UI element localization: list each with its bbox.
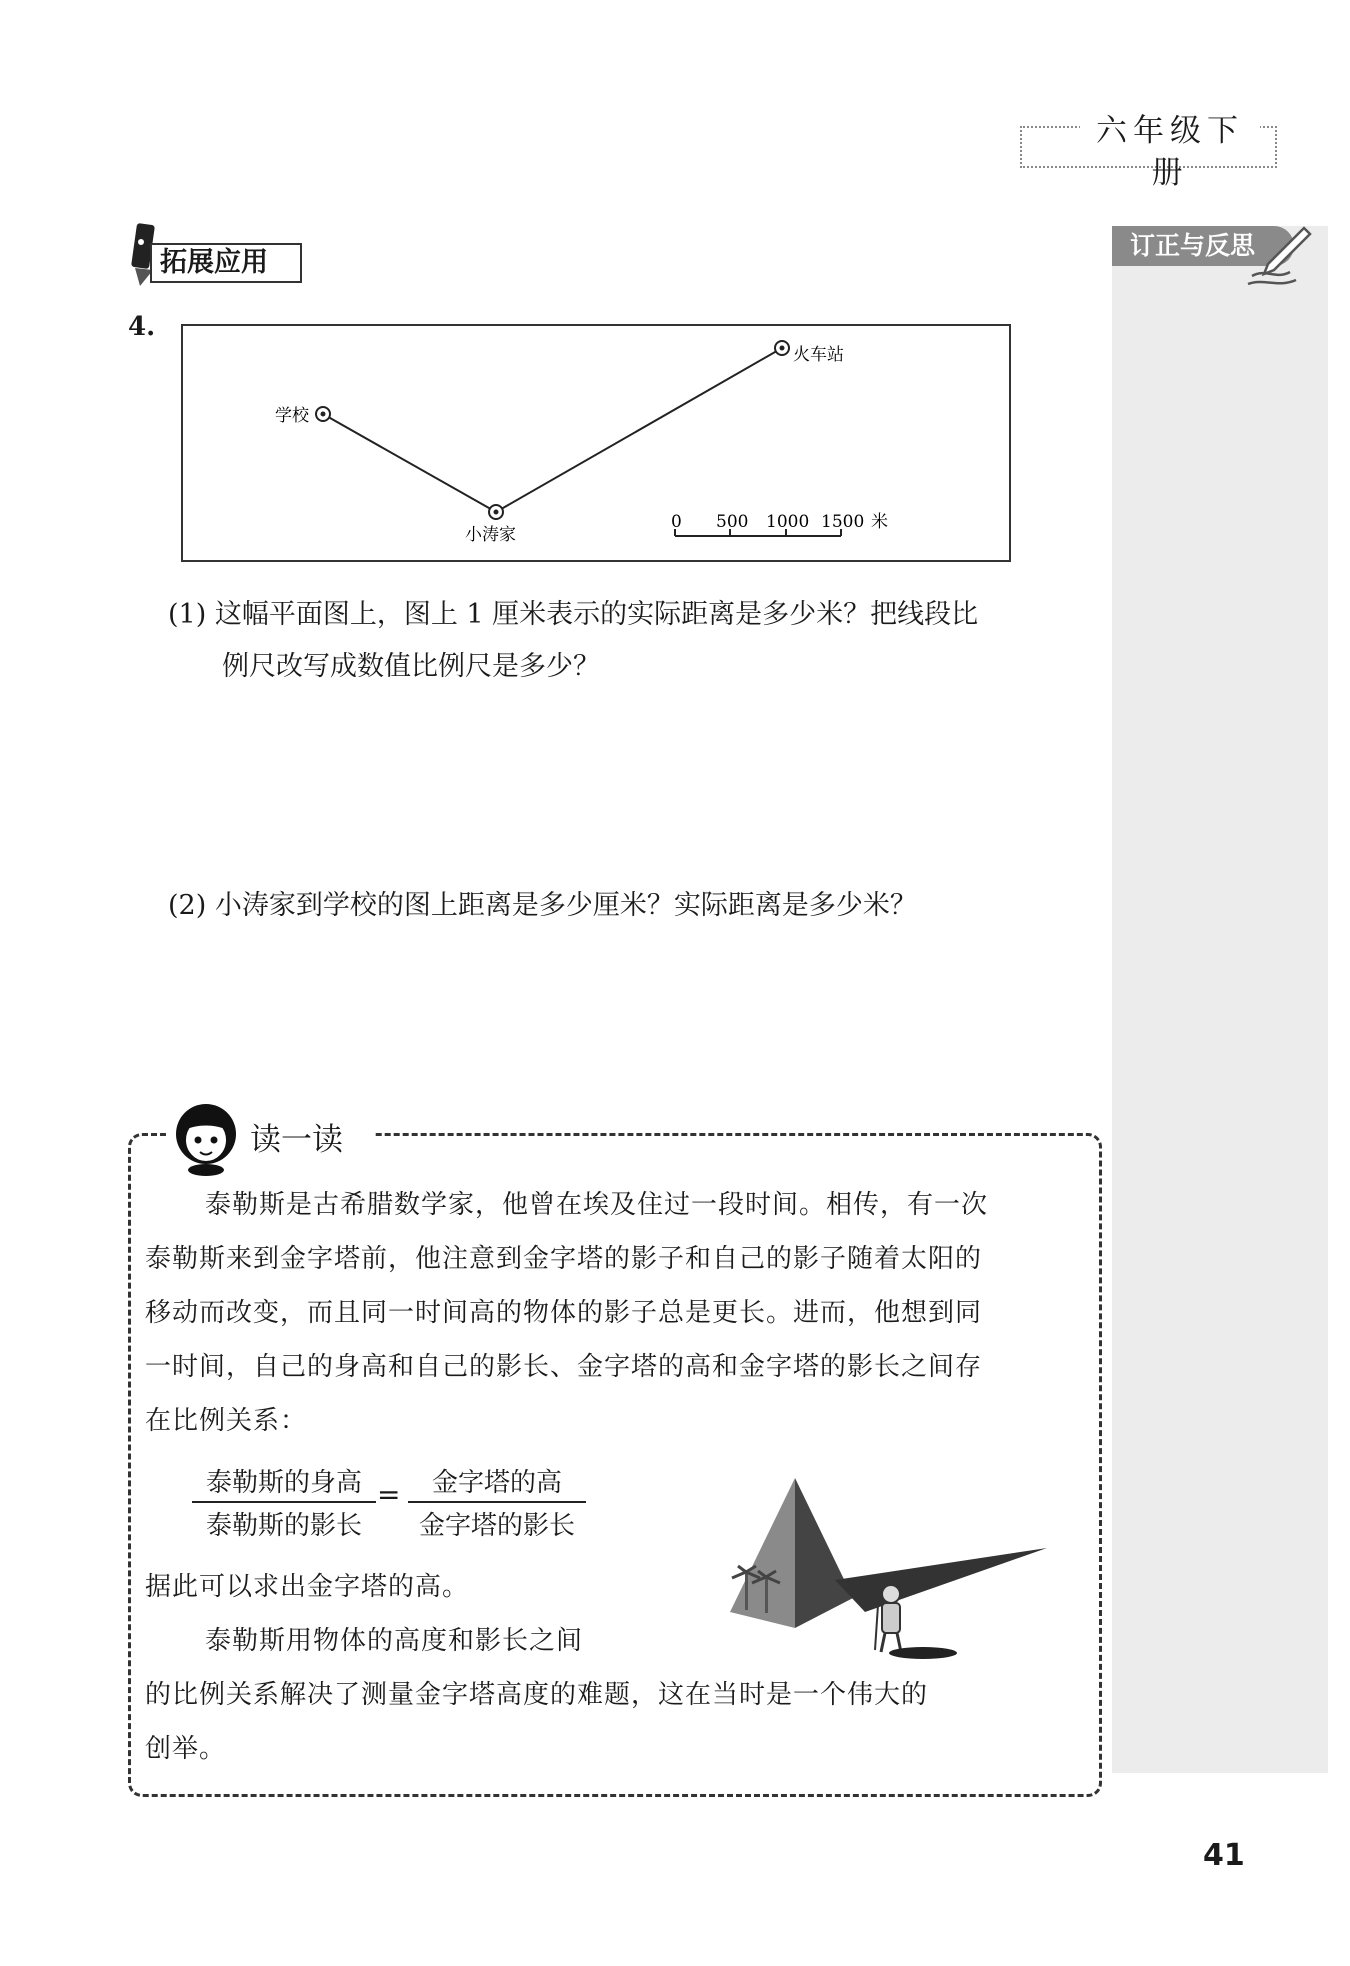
scale-tick-0: 0 — [671, 512, 682, 532]
section-title: 拓展应用 — [150, 243, 302, 283]
page-number: 41 — [1203, 1838, 1245, 1873]
reading-p3-line-3: 创举。 — [145, 1734, 227, 1764]
formula-equals: = — [377, 1478, 401, 1511]
reading-p3-line-1: 泰勒斯用物体的高度和影长之间 — [205, 1626, 584, 1656]
correction-sidebar — [1112, 226, 1328, 1773]
fraction-bar — [192, 1501, 376, 1503]
reading-p1-line-3: 移动而改变，而且同一时间高的物体的影子总是更长。进而，他想到同 — [145, 1298, 983, 1328]
pen-icon — [1246, 218, 1316, 288]
grade-label: 六年级下册 — [1080, 110, 1260, 152]
station-label: 火车站 — [793, 345, 844, 365]
route-map — [181, 324, 1011, 564]
station-marker — [775, 341, 789, 355]
scale-tick-1000: 1000 — [766, 512, 810, 532]
girl-icon — [170, 1098, 242, 1176]
sidebar-label: 订正与反思 — [1130, 231, 1256, 260]
formula-left-fraction — [192, 1462, 376, 1542]
scale-unit: 米 — [871, 512, 888, 532]
reading-p1-line-2: 泰勒斯来到金字塔前，他注意到金字塔的影子和自己的影子随着太阳的 — [145, 1244, 983, 1274]
reading-p1-line-4: 一时间，自己的身高和自己的影长、金字塔的高和金字塔的影长之间存 — [145, 1352, 983, 1382]
question-1-line-2: 例尺改写成数值比例尺是多少？ — [222, 651, 600, 682]
school-marker — [316, 407, 330, 421]
question-number: 4. — [128, 312, 156, 342]
fraction-bar — [408, 1501, 586, 1503]
home-marker — [489, 505, 503, 519]
question-1-line-1: (1) 这幅平面图上，图上 1 厘米表示的实际距离是多少米？把线段比 — [168, 599, 979, 630]
home-label: 小涛家 — [465, 525, 516, 545]
formula-right-fraction — [408, 1462, 586, 1542]
reading-p1-line-5: 在比例关系： — [145, 1406, 308, 1436]
reading-p2: 据此可以求出金字塔的高。 — [145, 1572, 470, 1602]
formula-right-numerator: 金字塔的高 — [431, 1468, 562, 1498]
question-2: (2) 小涛家到学校的图上距离是多少厘米？实际距离是多少米？ — [168, 890, 917, 921]
reading-title: 读一读 — [250, 1122, 343, 1158]
scale-tick-1500: 1500 — [821, 512, 865, 532]
scale-tick-500: 500 — [716, 512, 749, 532]
formula-left-numerator: 泰勒斯的身高 — [205, 1468, 362, 1498]
reading-p3-line-2: 的比例关系解决了测量金字塔高度的难题，这在当时是一个伟大的 — [145, 1680, 929, 1710]
formula-left-denominator: 泰勒斯的影长 — [205, 1511, 362, 1541]
formula-right-denominator: 金字塔的影长 — [418, 1511, 575, 1541]
reading-p1-line-1: 泰勒斯是古希腊数学家，他曾在埃及住过一段时间。相传，有一次 — [205, 1190, 989, 1220]
school-label: 学校 — [275, 406, 309, 426]
